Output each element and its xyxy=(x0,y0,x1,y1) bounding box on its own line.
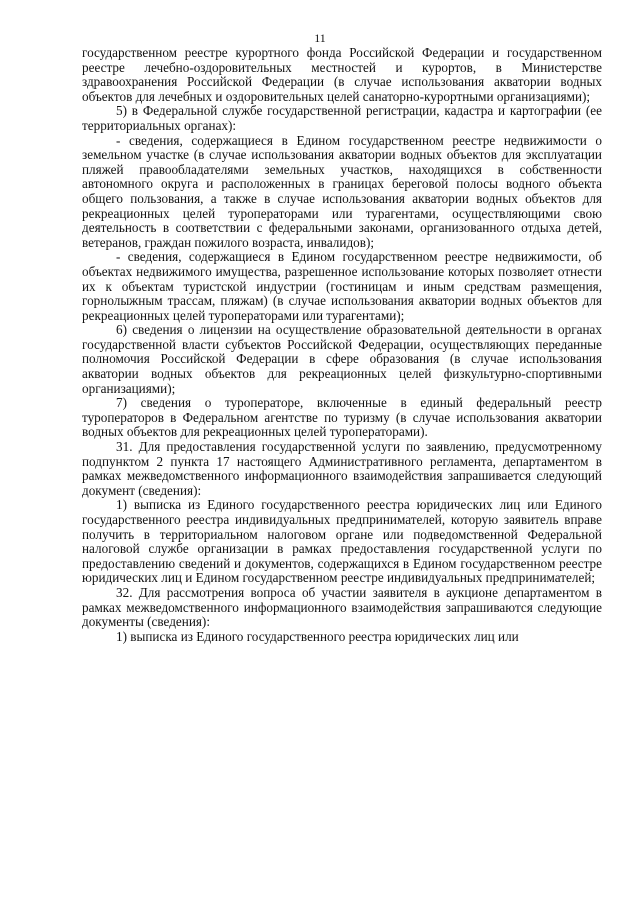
paragraph-real-estate-info: - сведения, содержащиеся в Едином государственном реестре недвижимости, об объектах недвижимого имущества, разрешенное использование которых позволяет отнести их к объектам туристской индустрии (гостиницам и иным средствам размещения, горнолыжным трассам, пляжам) (в случае использования акватории водных объектов для рекреационных целей туроператорами или турагентами); xyxy=(82,249,602,323)
document-body xyxy=(82,46,602,644)
paragraph-item-5-rosreestr: 5) в Федеральной службе государственной регистрации, кадастра и картографии (ее территориальных органах): xyxy=(82,103,602,133)
paragraph-section-31: 31. Для предоставления государственной услуги по заявлению, предусмотренному подпунктом 2 пункта 17 настоящего Административного регламента, департаментом в рамках межведомственного информационного взаимодействия запрашивается следующий документ (сведения): xyxy=(82,439,602,498)
paragraph-land-plot-info: - сведения, содержащиеся в Едином государственном реестре недвижимости о земельном участке (в случае использования акватории водных объектов для эксплуатации пляжей правообладателями земельных участков, находящихся в собственности автономного округа и расположенных в границах береговой полосы водного объекта общего пользования, а также в случае использования акватории водных объектов для рекреационных целей туроператорами или турагентами, осуществляющими свою деятельность в соответствии с федеральными законами, организованного отдыха детей, ветеранов, граждан пожилого возраста, инвалидов); xyxy=(82,132,602,250)
paragraph-item-7-tour-operator: 7) сведения о туроператоре, включенные в единый федеральный реестр туроператоров в Федеральном агентстве по туризму (в случае использования акватории водных объектов для рекреационных целей туроператорами). xyxy=(82,395,602,440)
paragraph-section-32-item-1: 1) выписка из Единого государственного реестра юридических лиц или xyxy=(116,628,519,644)
paragraph-item-6-license: 6) сведения о лицензии на осуществление образовательной деятельности в органах государственной власти субъектов Российской Федерации, осуществляющих переданные полномочия Российской Федерации в сфере образования (в случае использования акватории водных объектов для рекреационных целей физкультурно-спортивными организациями); xyxy=(82,322,602,396)
page-number: 11 xyxy=(314,31,326,45)
paragraph-section-32: 32. Для рассмотрения вопроса об участии заявителя в аукционе департаментом в рамках межведомственного информационного взаимодействия запрашиваются следующие документы (сведения): xyxy=(82,584,602,630)
paragraph-section-31-item-1: 1) выписка из Единого государственного реестра юридических лиц или Единого государственного реестра индивидуальных предпринимателей, которую заявитель вправе получить в территориальном налоговом органе или подведомственной Федеральной налоговой службе организации в рамках предоставления государственной услуги по предоставлению сведений и документов, содержащихся в Едином государственном реестре юридических лиц и Едином государственном реестре индивидуальных предпринимателей; xyxy=(82,497,602,586)
paragraph-registry-continuation: государственном реестре курортного фонда Российской Федерации и государственном реестре лечебно-оздоровительных местностей и курортов, в Министерстве здравоохранения Российской Федерации (в случае использования акватории водных объектов для лечебных и оздоровительных целей санаторно-курортными организациями); xyxy=(82,45,602,104)
